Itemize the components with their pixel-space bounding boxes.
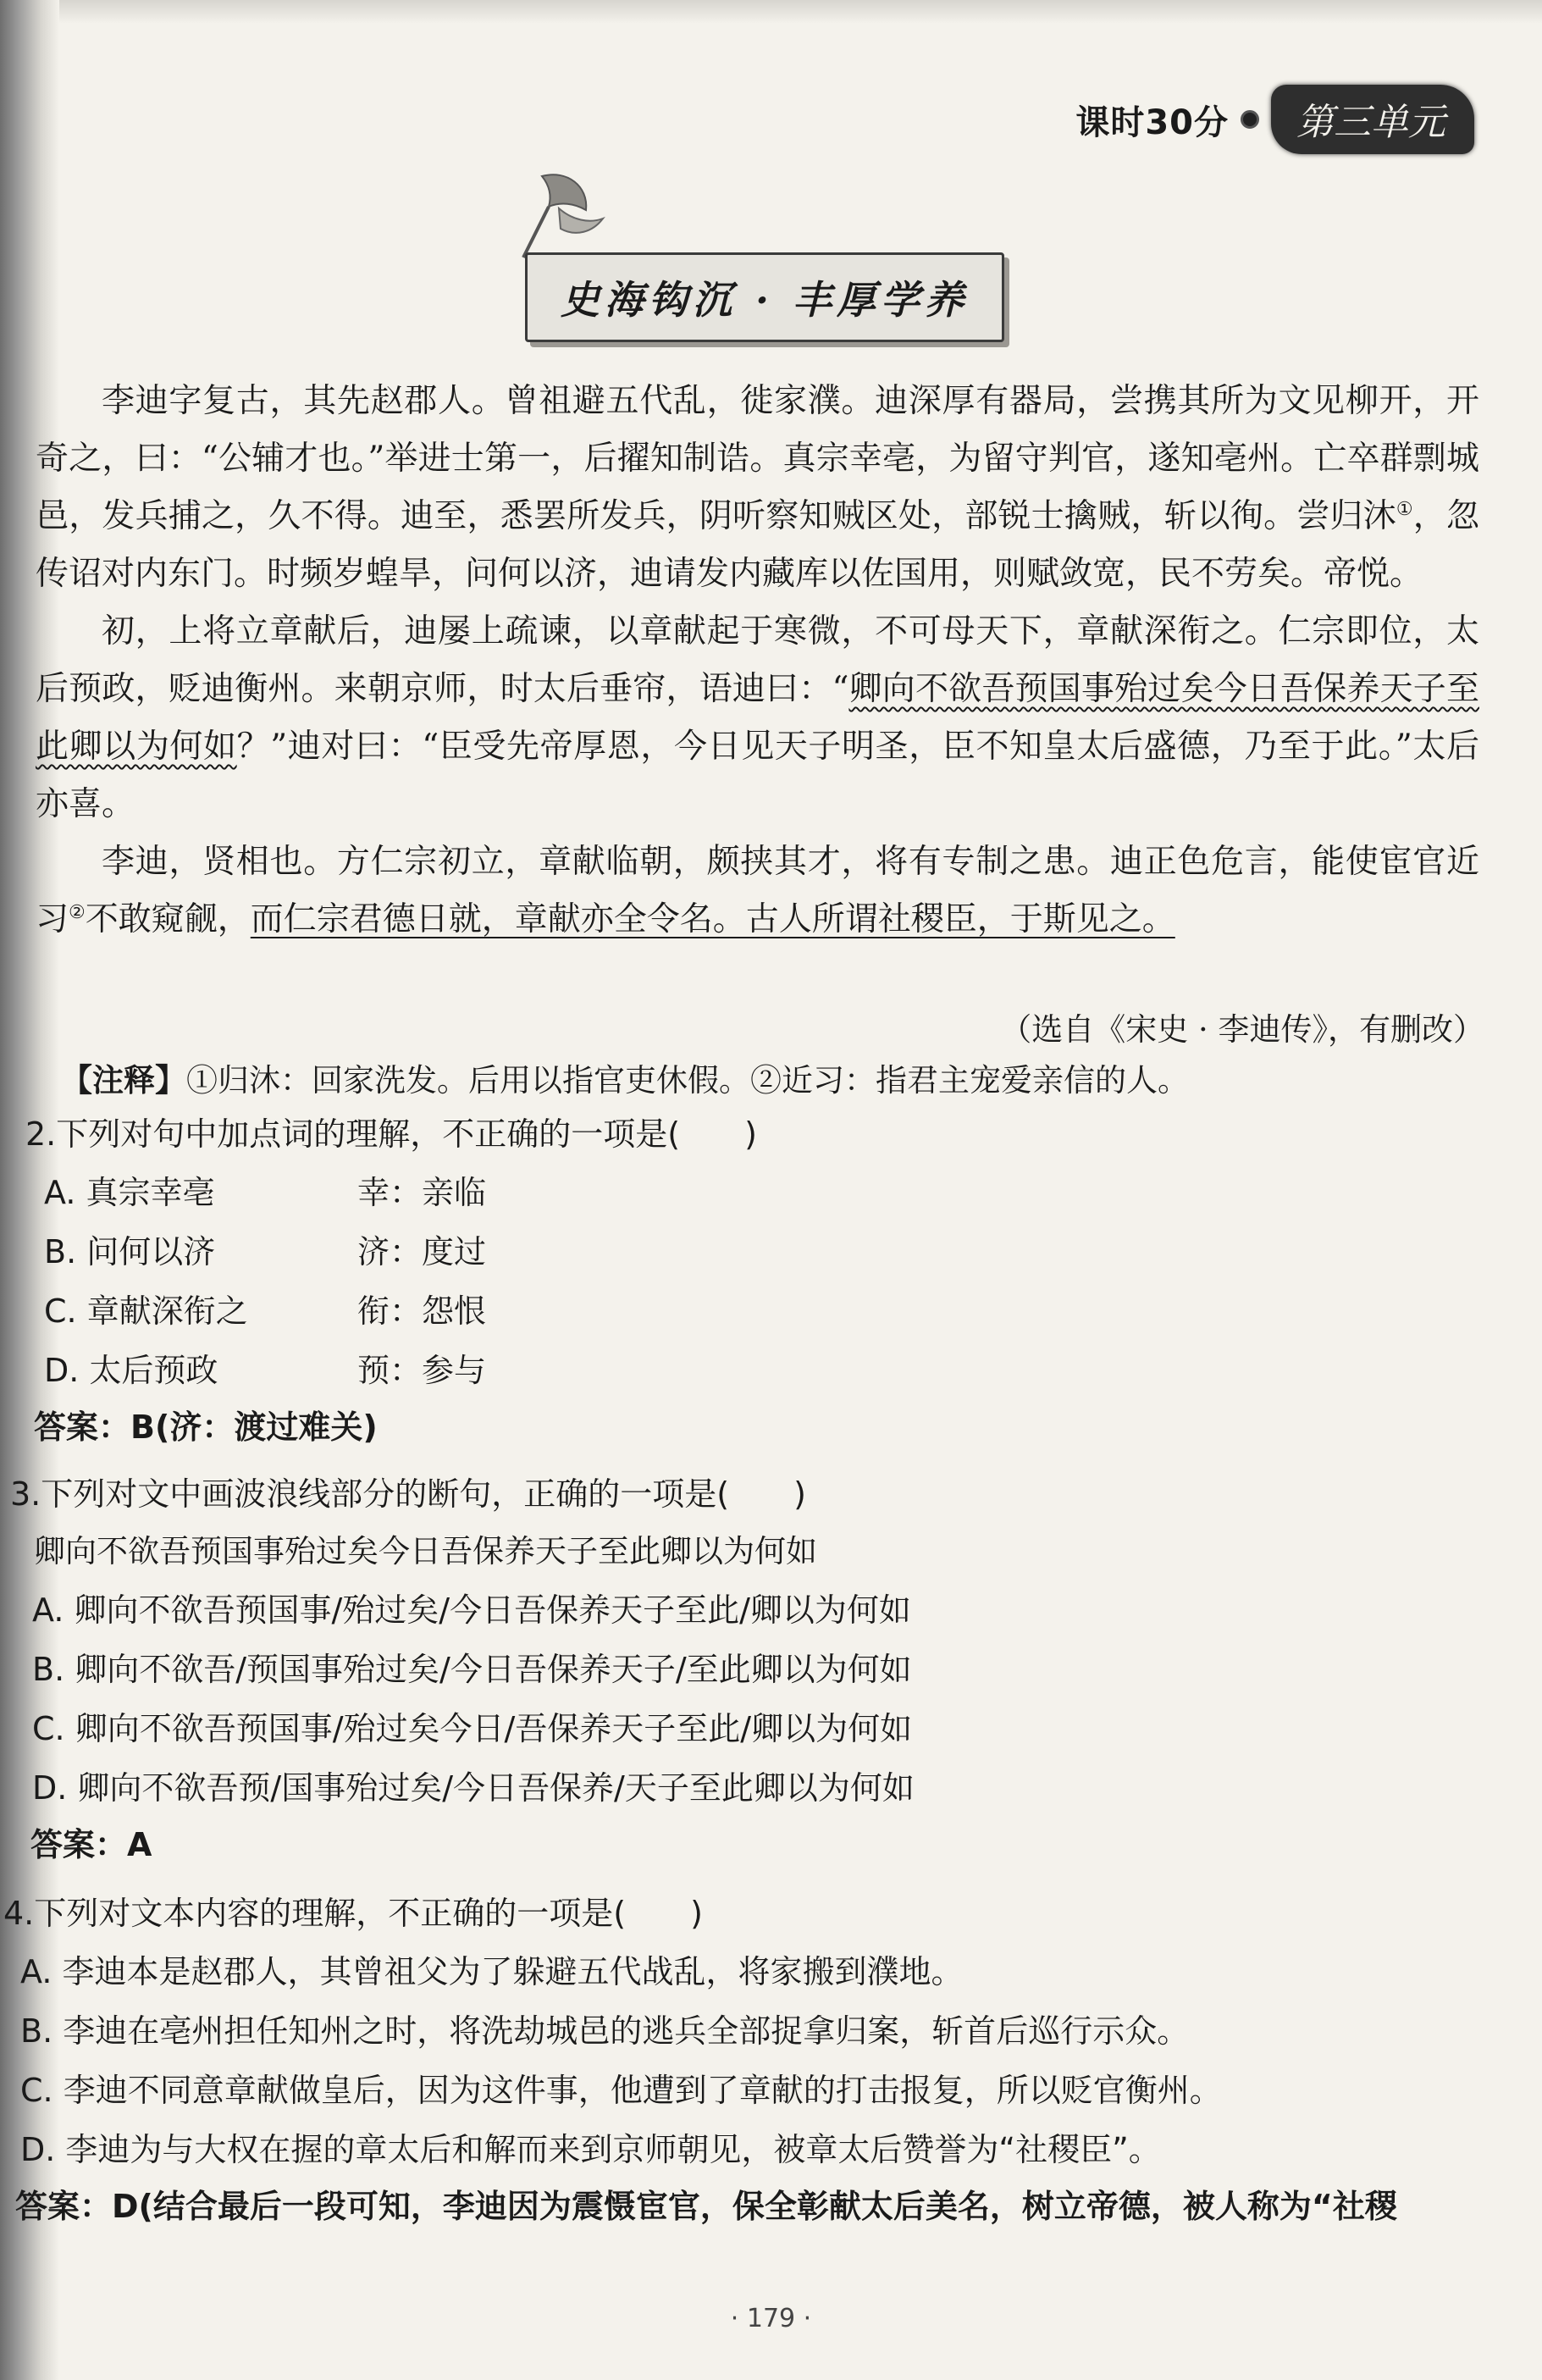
annotation (61, 1054, 1189, 1100)
option-d: D. 卿向不欲吾预/国事殆过矣/今日吾保养/天子至此卿以为何如 (32, 1769, 915, 1807)
option-b: B. 卿向不欲吾/预国事殆过矣/今日吾保养天子/至此卿以为何如 (32, 1651, 912, 1688)
answer: 答案：B(济：渡过难关) (34, 1409, 378, 1446)
section-banner (508, 169, 999, 347)
option-list (25, 1163, 757, 1400)
question-stem: 2.下列对句中加点词的理解，不正确的一项是( ) (25, 1115, 757, 1153)
quill-icon (508, 169, 610, 263)
option-text: B. 问何以济 (44, 1233, 216, 1270)
quoted-sentence: 卿向不欲吾预国事殆过矣今日吾保养天子至此卿以为何如 (34, 1533, 817, 1569)
question-stem: 4.下列对文本内容的理解，不正确的一项是( ) (3, 1895, 703, 1932)
page-number: · 179 · (730, 2304, 812, 2333)
series-title: 课时30分 (1075, 102, 1229, 142)
passage-text: 初，上将立章献后，迪屡上疏谏，以章献起于寒微，不可母天下，章献深衔之。仁宗即位，太后预政，贬迪衡州。来朝京师，时太后垂帘，语迪曰：“ (36, 612, 1479, 708)
footnote-marker: ① (1396, 499, 1413, 520)
passage-text: ？”迪对曰：“臣受先帝厚恩，今日见天子明圣，臣不知皇太后盛德，乃至于此。”太后亦喜。 (36, 728, 1479, 823)
footnote-marker: ② (69, 902, 86, 923)
passage-text: 李迪字复古，其先赵郡人。曾祖避五代乱，徙家濮。迪深厚有器局，尝携其所为文见柳开，开奇之，曰：“公辅才也。”举进士第一，后擢知制诰。真宗幸亳，为留守判官，遂知亳州。亡卒群剽城邑，发兵捕之，久不得。迪至，悉罢所发兵，阴听察知贼区处，部锐士擒贼，斩以徇。尝归沐 (36, 382, 1479, 535)
option-b: B. 李迪在亳州担任知州之时，将洗劫城邑的逃兵全部捉拿归案，斩首后巡行示众。 (20, 2012, 1190, 2050)
option-gloss: 济：度过 (357, 1233, 487, 1270)
question-stem: 3.下列对文中画波浪线部分的断句，正确的一项是( ) (10, 1475, 806, 1513)
option-a (44, 1163, 757, 1222)
annotation-body: ①归沐：回家洗发。后用以指官吏休假。②近习：指君主宠爱亲信的人。 (186, 1062, 1189, 1099)
question-2 (25, 1105, 757, 1454)
option-a: A. 卿向不欲吾预国事/殆过矣/今日吾保养天子至此/卿以为何如 (32, 1591, 911, 1629)
option-d: D. 李迪为与大权在握的章太后和解而来到京师朝见，被章太后赞誉为“社稷臣”。 (20, 2131, 1161, 2168)
page-header (1075, 85, 1474, 154)
option-text: A. 真宗幸亳 (44, 1174, 215, 1211)
bullet-icon (1241, 110, 1259, 129)
option-list (3, 1942, 1397, 2179)
passage-source: （选自《宋史 · 李迪传》，有删改） (1000, 1011, 1484, 1048)
page-top-shadow (0, 0, 1542, 24)
option-gloss: 衔：怨恨 (357, 1292, 487, 1330)
option-c (44, 1281, 757, 1341)
option-d (44, 1341, 757, 1400)
section-title-box (525, 252, 1004, 342)
option-c: C. 李迪不同意章献做皇后，因为这件事，他遭到了章献的打击报复，所以贬官衡州。 (20, 2072, 1222, 2109)
option-text: C. 章献深衔之 (44, 1292, 248, 1330)
wavy-underlined-sentence: 卿向不欲吾预国事殆过矣今日吾保养天子至此卿以为何如 (36, 670, 1479, 766)
annotation-heading: 【注释】 (61, 1062, 186, 1099)
question-4 (3, 1885, 1397, 2233)
question-3 (10, 1465, 915, 1872)
option-list (10, 1580, 915, 1818)
option-b (44, 1222, 757, 1281)
unit-label: 第三单元 (1271, 85, 1474, 154)
passage-paragraph-1 (36, 373, 1479, 603)
underlined-sentence: 而仁宗君德日就，章献亦全令名。古人所谓社稷臣，于斯见之。 (250, 900, 1175, 938)
option-gloss: 幸：亲临 (357, 1174, 487, 1211)
reading-passage (36, 373, 1479, 949)
answer: 答案：D(结合最后一段可知，李迪因为震慑宦官，保全彰献太后美名，树立帝德，被人称为“社稷 (15, 2188, 1397, 2225)
section-title: 史海钩沉 · 丰厚学养 (560, 277, 970, 323)
option-a: A. 李迪本是赵郡人，其曾祖父为了躲避五代战乱，将家搬到濮地。 (20, 1953, 964, 1990)
option-gloss: 预：参与 (357, 1352, 487, 1389)
option-c: C. 卿向不欲吾预国事/殆过矣今日/吾保养天子至此/卿以为何如 (32, 1710, 913, 1747)
passage-text: 李迪，贤相也。方仁宗初立，章献临朝，颇挟其才，将有专制之患。迪正色危言，能使宦官近习 (36, 843, 1479, 938)
passage-paragraph-3 (36, 833, 1479, 949)
passage-paragraph-2 (36, 603, 1479, 833)
passage-text: ，忽传诏对内东门。时频岁蝗旱，问何以济，迪请发内藏库以佐国用，则赋敛宽，民不劳矣。帝悦。 (36, 497, 1479, 593)
option-text: D. 太后预政 (44, 1352, 218, 1389)
answer: 答案：A (30, 1826, 152, 1863)
passage-text: 不敢窥觎， (85, 900, 251, 938)
